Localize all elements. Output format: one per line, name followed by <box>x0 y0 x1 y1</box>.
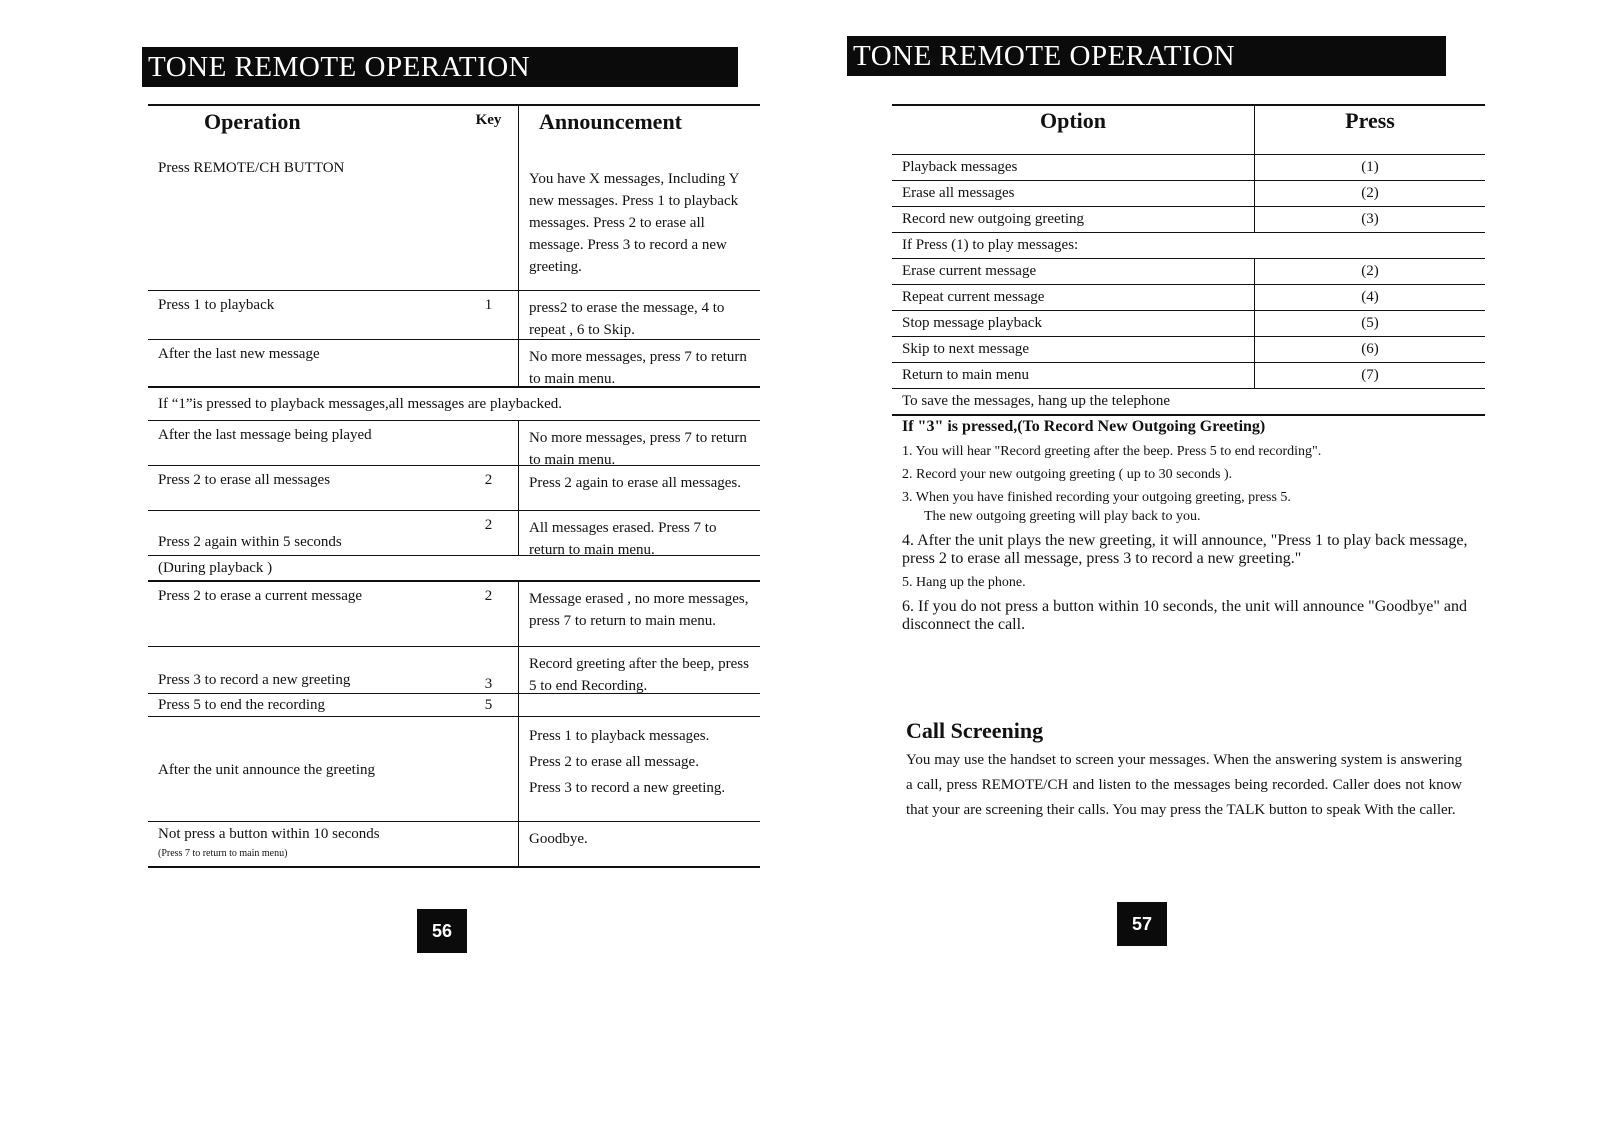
key-cell: 2 <box>459 582 519 646</box>
operation-cell: Press 3 to record a new greeting <box>158 672 351 688</box>
operation-cell: After the last message being played <box>158 427 372 443</box>
key-cell <box>459 154 519 290</box>
table-note-row: If “1”is pressed to playback messages,all messages are playbacked. <box>148 388 760 421</box>
announcement-cell <box>519 694 760 716</box>
key-cell <box>459 822 519 866</box>
option-row <box>892 155 1485 181</box>
operation-cell: Press 2 to erase a current message <box>158 588 363 604</box>
operation-text: Not press a button within 10 seconds <box>158 826 380 842</box>
press-cell: (3) <box>1361 211 1379 227</box>
option-cell: Playback messages <box>892 155 1255 180</box>
announcement-line: Press 1 to playback messages. <box>529 728 710 744</box>
option-cell: Skip to next message <box>892 337 1255 362</box>
announcement-cell: No more messages, press 7 to return to main menu. <box>529 349 747 387</box>
press-cell: (2) <box>1361 263 1379 279</box>
options-table-header <box>892 106 1485 155</box>
option-cell: Stop message playback <box>892 311 1255 336</box>
operation-cell: Press 5 to end the recording <box>158 697 326 713</box>
option-row <box>892 311 1485 337</box>
table-row <box>148 154 760 291</box>
operation-note: (Press 7 to return to main menu) <box>158 848 288 859</box>
option-cell: Record new outgoing greeting <box>892 207 1255 232</box>
option-note-row: To save the messages, hang up the telephone <box>892 389 1485 416</box>
table-row <box>148 694 760 717</box>
header-option: Option <box>892 106 1255 154</box>
announcement-cell: Record greeting after the beep, press 5 to end Recording. <box>529 656 749 694</box>
step-item: 5. Hang up the phone. <box>902 575 1026 590</box>
step-item: 2. Record your new outgoing greeting ( up to 30 seconds ). <box>902 467 1233 482</box>
table-row <box>148 421 760 466</box>
announcement-line: Press 3 to record a new greeting. <box>529 780 726 796</box>
table-row <box>148 647 760 694</box>
option-row <box>892 181 1485 207</box>
call-screening-title: Call Screening <box>906 718 1044 743</box>
table-row <box>148 717 760 822</box>
header-press: Press <box>1345 108 1395 133</box>
table-row <box>148 511 760 556</box>
step-item: 6. If you do not press a button within 10 seconds, the unit will announce "Goodbye" and disconnect the call. <box>902 598 1467 633</box>
operations-table-header <box>148 106 760 154</box>
option-row <box>892 363 1485 389</box>
press-cell: (7) <box>1361 367 1379 383</box>
key-cell: 5 <box>459 694 519 716</box>
table-note-row: (During playback ) <box>148 556 760 582</box>
announcement-cell: Press 2 again to erase all messages. <box>529 475 742 491</box>
key-cell <box>459 340 519 386</box>
press-cell: (2) <box>1361 185 1379 201</box>
operation-cell: Press 1 to playback <box>158 297 275 313</box>
option-row <box>892 285 1485 311</box>
operation-cell: After the unit announce the greeting <box>158 761 376 778</box>
key-cell <box>459 717 519 821</box>
table-row <box>148 291 760 340</box>
right-title-bar: TONE REMOTE OPERATION <box>847 36 1446 76</box>
press-cell: (4) <box>1361 289 1379 305</box>
key-cell: 3 <box>459 647 519 693</box>
step-item: 1. You will hear "Record greeting after the beep. Press 5 to end recording". <box>902 444 1322 459</box>
option-row <box>892 259 1485 285</box>
key-cell: 1 <box>459 291 519 339</box>
key-cell: 2 <box>459 466 519 510</box>
table-row <box>148 466 760 511</box>
page-number: 57 <box>1117 902 1167 946</box>
announcement-line: Press 2 to erase all message. <box>529 754 699 770</box>
key-cell: 2 <box>459 511 519 555</box>
press-cell: (6) <box>1361 341 1379 357</box>
option-row <box>892 207 1485 233</box>
call-screening-body: You may use the handset to screen your messages. When the answering system is answering a call, press REMOTE/CH and listen to the messages being recorded. Caller does not know that your are screening their calls. You may press the TALK button to speak With the caller. <box>906 752 1462 818</box>
table-row <box>148 582 760 647</box>
option-cell: Return to main menu <box>892 363 1255 388</box>
options-table <box>892 104 1485 416</box>
step-item: 3. When you have finished recording your outgoing greeting, press 5. <box>902 490 1291 505</box>
header-announcement: Announcement <box>539 109 683 134</box>
press-cell: (1) <box>1361 159 1379 175</box>
operations-table <box>148 104 760 868</box>
operation-cell: After the last new message <box>158 346 320 362</box>
operation-cell: Press 2 again within 5 seconds <box>158 534 342 550</box>
option-note-row: If Press (1) to play messages: <box>892 233 1485 259</box>
announcement-cell: press2 to erase the message, 4 to repeat , 6 to Skip. <box>529 300 725 338</box>
announcement-cell: All messages erased. Press 7 to return to main menu. <box>529 520 717 558</box>
operation-cell <box>148 822 459 866</box>
option-cell: Erase all messages <box>892 181 1255 206</box>
option-cell: Erase current message <box>892 259 1255 284</box>
announcement-cell: No more messages, press 7 to return to main menu. <box>529 430 747 468</box>
step-item: 4. After the unit plays the new greeting, it will announce, "Press 1 to play back message, press 2 to erase all message, press 3 to record a new greeting." <box>902 532 1468 567</box>
announcement-cell <box>519 717 760 821</box>
header-key: Key <box>459 106 519 154</box>
option-row <box>892 337 1485 363</box>
operation-cell: Press REMOTE/CH BUTTON <box>158 160 345 176</box>
record-greeting-steps <box>902 418 1492 641</box>
steps-heading: If "3" is pressed,(To Record New Outgoing Greeting) <box>902 418 1266 435</box>
option-cell: Repeat current message <box>892 285 1255 310</box>
table-row <box>148 340 760 388</box>
step-item: The new outgoing greeting will play back to you. <box>924 509 1201 524</box>
header-operation: Operation <box>204 109 301 134</box>
page-number: 56 <box>417 909 467 953</box>
announcement-cell: Goodbye. <box>529 831 588 847</box>
announcement-cell: Message erased , no more messages, press 7 to return to main menu. <box>529 591 749 629</box>
press-cell: (5) <box>1361 315 1379 331</box>
key-cell <box>459 421 519 465</box>
table-row <box>148 822 760 868</box>
operation-cell: Press 2 to erase all messages <box>158 472 331 488</box>
announcement-cell: You have X messages, Including Y new messages. Press 1 to playback messages. Press 2 to erase all message. Press 3 to record a new greeting. <box>529 171 739 275</box>
left-title-bar: TONE REMOTE OPERATION <box>142 47 738 87</box>
